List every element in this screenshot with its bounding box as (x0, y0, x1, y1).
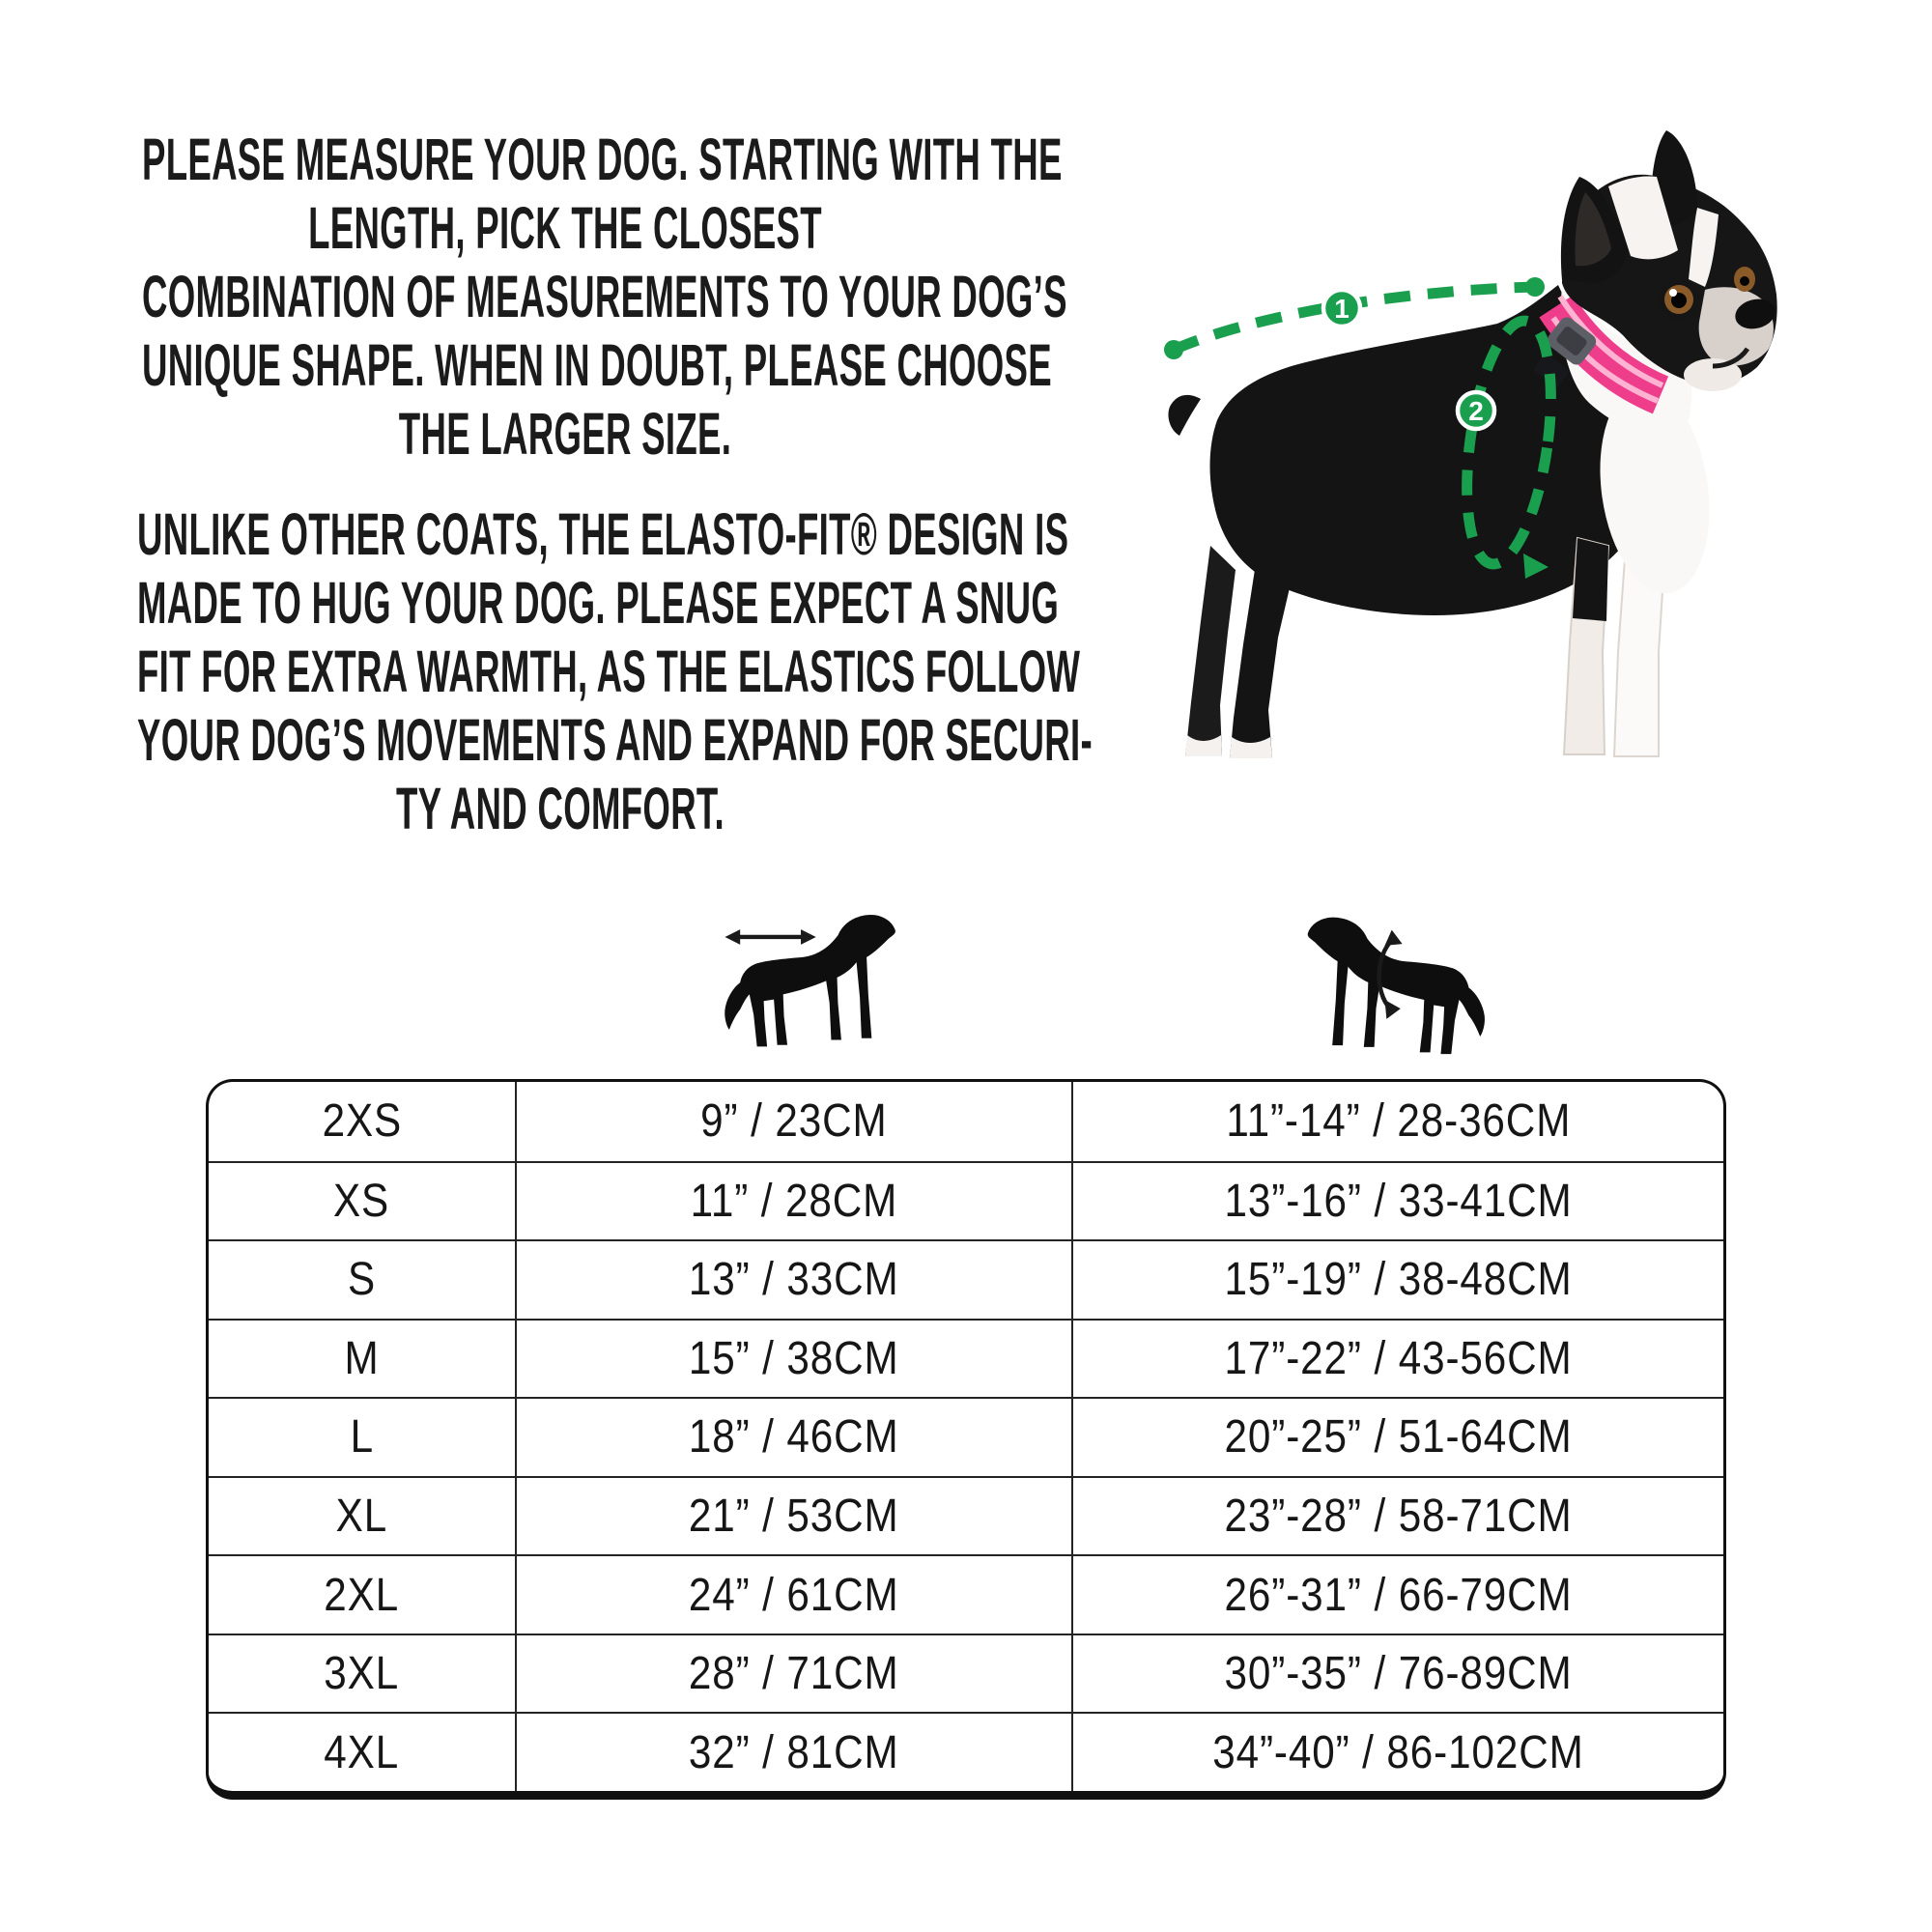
intro-line: PLEASE MEASURE YOUR DOG. STARTING WITH THE (141, 127, 1063, 192)
length-arrow-icon (724, 929, 815, 945)
girth-cell: 20”-25” / 51-64CM (1071, 1397, 1723, 1476)
elasto-fit-note (136, 500, 1093, 843)
size-cell: XS (209, 1161, 515, 1240)
girth-cell: 30”-35” / 76-89CM (1071, 1634, 1723, 1713)
girth-cell: 15”-19” / 38-48CM (1071, 1239, 1723, 1319)
fit-note-line: UNLIKE OTHER COATS, THE ELASTO-FIT® DESIGN IS (136, 501, 1069, 567)
size-cell: S (209, 1239, 515, 1319)
length-cell: 11” / 28CM (515, 1161, 1071, 1240)
marker-1 (1323, 290, 1360, 327)
fit-note-line: YOUR DOG’S MOVEMENTS AND EXPAND FOR SECURI- (136, 707, 1093, 773)
dog-eye-far-pupil (1740, 276, 1749, 286)
length-cell: 9” / 23CM (515, 1082, 1071, 1161)
size-cell: 3XL (209, 1634, 515, 1713)
girth-cell: 13”-16” / 33-41CM (1071, 1161, 1723, 1240)
length-cell: 28” / 71CM (515, 1634, 1071, 1713)
girth-cell: 34”-40” / 86-102CM (1071, 1712, 1723, 1791)
length-line-end-dot (1525, 277, 1545, 297)
length-line-start-dot (1164, 340, 1183, 359)
size-chart-table (206, 1079, 1726, 1800)
girth-cell: 26”-31” / 66-79CM (1071, 1554, 1723, 1634)
dog-rear-leg-far (1185, 546, 1236, 756)
length-cell: 18” / 46CM (515, 1397, 1071, 1476)
girth-cell: 23”-28” / 58-71CM (1071, 1476, 1723, 1555)
intro-line: THE LARGER SIZE. (398, 401, 732, 467)
girth-cell: 11”-14” / 28-36CM (1071, 1082, 1723, 1161)
intro-line: COMBINATION OF MEASUREMENTS TO YOUR DOG’S (141, 264, 1067, 329)
size-cell: XL (209, 1476, 515, 1555)
size-cell: 4XL (209, 1712, 515, 1791)
dog-length-silhouette-icon (715, 896, 900, 1057)
length-cell: 13” / 33CM (515, 1239, 1071, 1319)
measuring-instructions (141, 126, 1067, 469)
length-cell: 21” / 53CM (515, 1476, 1071, 1555)
length-cell: 24” / 61CM (515, 1554, 1071, 1634)
dog-rear-leg-near (1230, 563, 1292, 758)
size-cell: L (209, 1397, 515, 1476)
fit-note-line: FIT FOR EXTRA WARMTH, AS THE ELASTICS FOLLOW (136, 639, 1081, 704)
length-cell: 15” / 38CM (515, 1319, 1071, 1398)
dog-tail-stub (1168, 395, 1201, 436)
size-cell: M (209, 1319, 515, 1398)
fit-note-line: TY AND COMFORT. (395, 776, 724, 841)
boston-terrier-photo (1125, 92, 1821, 787)
girth-cell: 17”-22” / 43-56CM (1071, 1319, 1723, 1398)
size-cell: 2XL (209, 1554, 515, 1634)
length-cell: 32” / 81CM (515, 1712, 1071, 1791)
intro-line: UNIQUE SHAPE. WHEN IN DOUBT, PLEASE CHOOSE (141, 332, 1052, 398)
marker-2-number: 2 (1468, 396, 1484, 426)
fit-note-line: MADE TO HUG YOUR DOG. PLEASE EXPECT A SNUG (136, 570, 1060, 636)
dog-girth-silhouette-icon (1302, 898, 1495, 1065)
dog-front-leg-far-black (1573, 538, 1608, 621)
marker-2 (1458, 392, 1494, 429)
size-cell: 2XS (322, 1095, 402, 1148)
intro-line: LENGTH, PICK THE CLOSEST (308, 195, 822, 261)
dog-eye-near-glint (1669, 289, 1677, 297)
marker-1-number: 1 (1334, 294, 1350, 324)
